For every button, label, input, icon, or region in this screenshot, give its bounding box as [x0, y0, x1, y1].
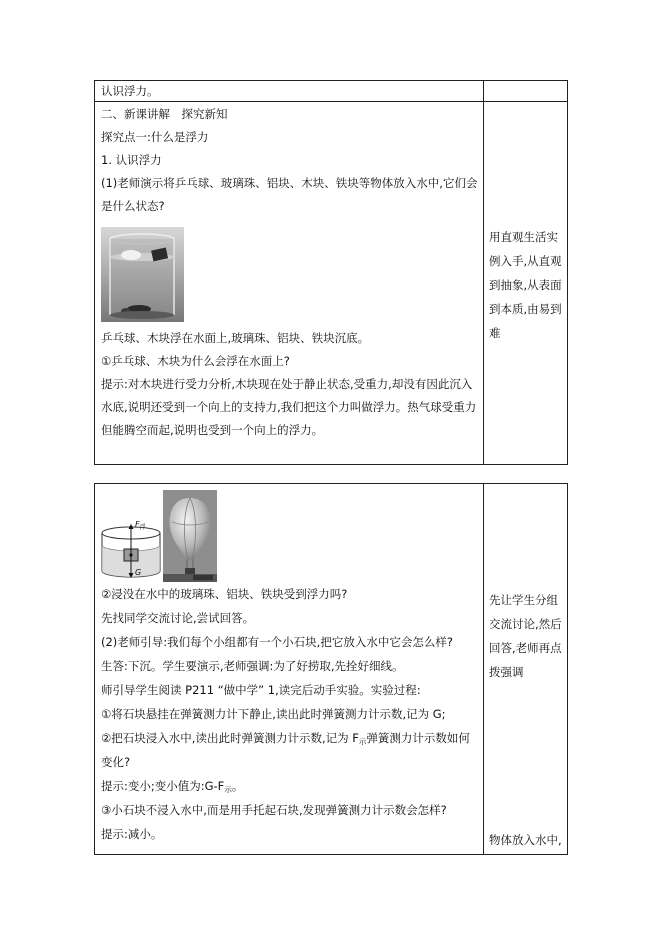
hint-line: 提示:减小。	[101, 827, 163, 841]
lesson-table-1	[94, 80, 568, 465]
hint-line: 提示:对木块进行受力分析,木块现在处于静止状态,受重力,却没有因此沉入	[101, 377, 473, 391]
design-note-line: 先让学生分组	[489, 593, 558, 607]
design-note-line: 难	[489, 326, 501, 340]
question-line: ①乒乓球、木块为什么会浮在水面上?	[101, 354, 290, 368]
question-line: ②浸没在水中的玻璃珠、铝块、铁块受到浮力吗?	[101, 587, 348, 601]
paragraph-line: (2)老师引导:我们每个小组都有一个小石块,把它放入水中它会怎么样?	[101, 635, 453, 649]
paragraph-line: 乒乓球、木块浮在水面上,玻璃珠、铝块、铁块沉底。	[101, 331, 370, 345]
design-note-line: 拨强调	[489, 665, 524, 679]
force-diagram	[100, 521, 162, 583]
subheading: 1. 认识浮力	[101, 153, 162, 167]
design-note-line: 到本质,由易到	[489, 302, 562, 316]
buoyancy-force-label: $F_浮$	[135, 520, 146, 531]
design-note-line: 回答,老师再点	[489, 641, 562, 655]
row-divider	[95, 101, 567, 102]
paragraph-line: 是什么状态?	[101, 199, 165, 213]
experiment-step: ②把石块浸入水中,读出此时弹簧测力计示数,记为 $F_示$弹簧测力计示数如何	[101, 731, 470, 746]
paragraph-line: 生答:下沉。学生要演示,老师强调:为了好捞取,先拴好细线。	[101, 659, 404, 673]
hot-air-balloon-photo	[163, 490, 217, 582]
design-note-line: 物体放入水中,	[489, 833, 562, 847]
experiment-step: ③小石块不浸入水中,而是用手托起石块,发现弹簧测力计示数会怎样?	[101, 803, 447, 817]
design-note-line: 到抽象,从表面	[489, 278, 562, 292]
design-note-line: 用直观生活实	[489, 230, 558, 244]
experiment-step: ①将石块悬挂在弹簧测力计下静止,读出此时弹簧测力计示数,记为 G;	[101, 707, 446, 721]
section-heading: 二、新课讲解 探究新知	[101, 107, 228, 121]
row1-text: 认识浮力。	[101, 84, 159, 98]
inquiry-title: 探究点一:什么是浮力	[101, 130, 209, 144]
lesson-table-2	[94, 483, 568, 855]
paragraph-line: 师引导学生阅读 P211 “做中学” 1,读完后动手实验。实验过程:	[101, 683, 421, 697]
gravity-label: G	[135, 568, 142, 577]
column-divider	[483, 81, 484, 464]
experiment-step: 变化?	[101, 755, 131, 769]
design-note-line: 例入手,从直观	[489, 254, 562, 268]
hint-line: 提示:变小;变小值为$:G-F_示$。	[101, 779, 244, 794]
paragraph-line: (1)老师演示将乒乓球、玻璃珠、铝块、木块、铁块等物体放入水中,它们会	[101, 176, 478, 190]
paragraph-line: 先找同学交流讨论,尝试回答。	[101, 611, 255, 625]
hint-line: 但能腾空而起,说明也受到一个向上的浮力。	[101, 423, 324, 437]
hint-line: 水底,说明还受到一个向上的支持力,我们把这个力叫做浮力。热气球受重力	[101, 400, 477, 414]
column-divider	[483, 484, 484, 854]
design-note-line: 交流讨论,然后	[489, 617, 562, 631]
beaker-photo	[101, 227, 184, 322]
